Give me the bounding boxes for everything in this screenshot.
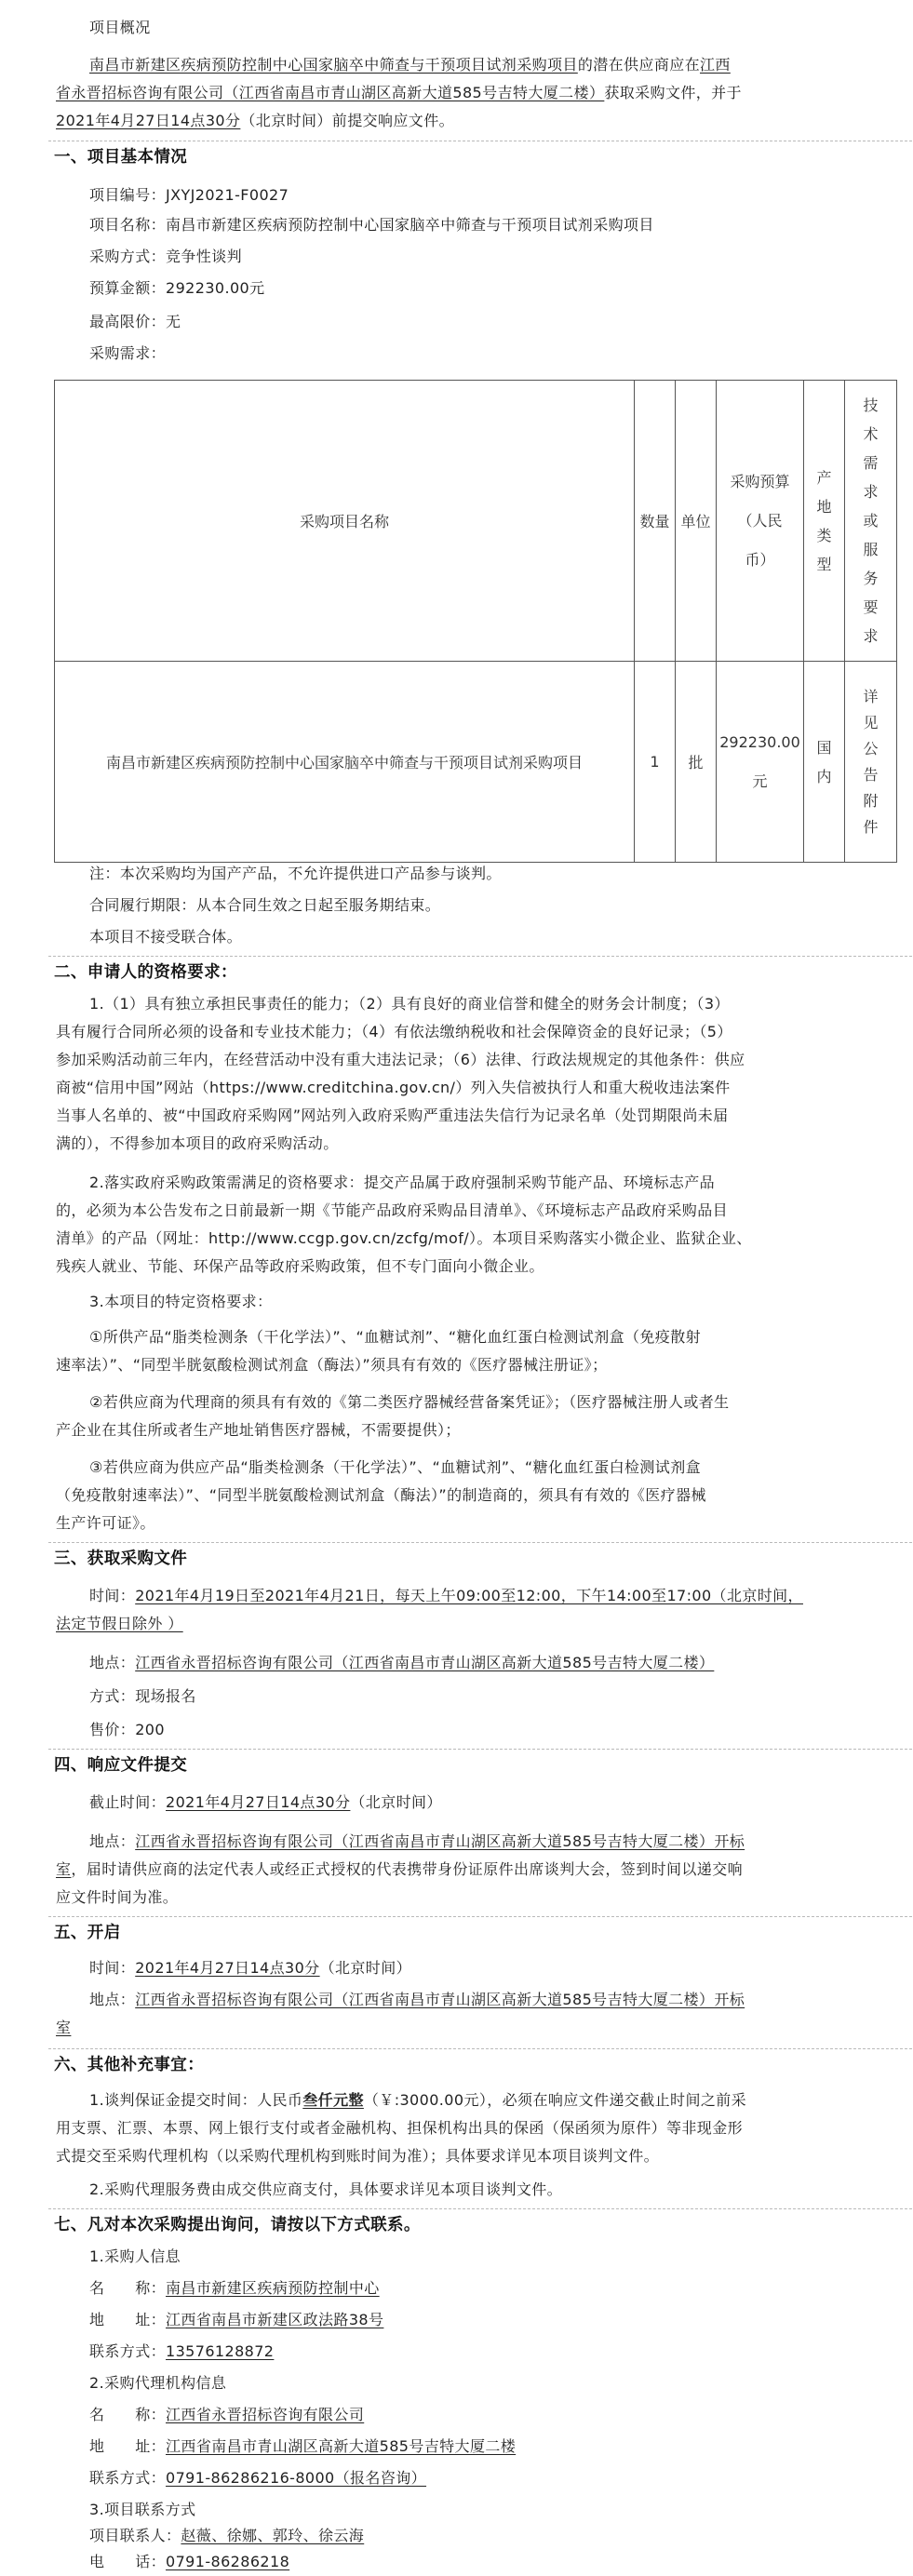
purchaser-name: 名 称：南昌市新建区疾病预防控制中心 [89, 2279, 380, 2297]
agency-name-value[interactable]: 江西省永晋招标咨询有限公司 [166, 2406, 365, 2423]
purchaser-address: 地 址：江西省南昌市新建区政法路38号 [89, 2311, 384, 2328]
cell-tech-requirements: 详见公告附件 [845, 662, 897, 863]
overview-project-name[interactable]: 南昌市新建区疾病预防控制中心国家脑卒中筛查与干预项目试剂采购项目 [89, 56, 578, 74]
section-4-heading: 四、响应文件提交 [54, 1756, 188, 1775]
section-divider [48, 1916, 912, 1917]
project-contact-phone: 电 话：0791-86286218 [89, 2553, 290, 2570]
section-3-heading: 三、获取采购文件 [54, 1550, 188, 1568]
special-requirement-1: 速率法）”、“同型半胱氨酸检测试剂盒（酶法）”须具有有效的《医疗器械注册证》； [56, 1356, 608, 1374]
purchaser-phone[interactable]: 13576128872 [166, 2342, 275, 2360]
qualification-2-line: 清单》的产品（网址：http://www.ccgp.gov.cn/zcfg/mof/）。本项目采购落实小微企业、监狱企业、 [56, 1229, 752, 1247]
section-divider [48, 956, 912, 957]
deposit-line: 用支票、汇票、本票、网上银行支付或者金融机构、担保机构出具的保函（保函须为原件）等非现金形 [56, 2119, 744, 2137]
overview-line-2: 省永晋招标咨询有限公司（江西省南昌市青山湖区高新大道585号吉特大厦二楼）获取采购文件，并于 [56, 84, 742, 101]
cell-quantity: 1 [635, 662, 676, 863]
overview-line-1: 南昌市新建区疾病预防控制中心国家脑卒中筛查与干预项目试剂采购项目的潜在供应商应在江西 [89, 56, 731, 74]
special-requirement-1: ①所供产品“脂类检测条（干化学法）”、“血糖试剂”、“糖化血红蛋白检测试剂盒（免疫散射 [89, 1328, 701, 1346]
purchaser-name-value[interactable]: 南昌市新建区疾病预防控制中心 [166, 2279, 380, 2297]
header-item-name: 采购项目名称 [55, 381, 635, 662]
agency-address-value[interactable]: 江西省南昌市青山湖区高新大道585号吉特大厦二楼 [166, 2437, 517, 2455]
submission-place-value-cont[interactable]: 室 [56, 1860, 72, 1878]
agency-info-title: 2.采购代理机构信息 [89, 2374, 227, 2392]
overview-agency[interactable]: 省永晋招标咨询有限公司（江西省南昌市青山湖区高新大道585号吉特大厦二楼） [56, 84, 605, 101]
header-quantity: 数量 [635, 381, 676, 662]
table-header-row [55, 381, 897, 662]
purchaser-contact: 联系方式：13576128872 [89, 2342, 275, 2360]
opening-place: 地点：江西省永晋招标咨询有限公司（江西省南昌市青山湖区高新大道585号吉特大厦二楼）开标 [89, 1991, 745, 2008]
header-tech-requirements: 技术需求或服务要求 [845, 381, 897, 662]
agency-fee-note: 2.采购代理服务费由成交供应商支付，具体要求详见本项目谈判文件。 [89, 2180, 563, 2198]
qualification-2-line: 的，必须为本公告发布之日前最新一期《节能产品政府采购品目清单》、《环境标志产品政府采购品目 [56, 1201, 729, 1219]
agency-contact: 联系方式：0791-86286216-8000（报名咨询） [89, 2469, 427, 2487]
obtain-time-value-cont[interactable]: 法定节假日除外 ） [56, 1615, 183, 1632]
submission-place-cont: 室，届时请供应商的法定代表人或经正式授权的代表携带身份证原件出席谈判大会，签到时间以递交响 [56, 1860, 744, 1878]
opening-time: 时间：2021年4月27日14点30分（北京时间） [89, 1959, 411, 1977]
note-no-consortium: 本项目不接受联合体。 [89, 928, 243, 946]
procurement-table [54, 380, 897, 863]
qualification-3-heading: 3.本项目的特定资格要求： [89, 1293, 273, 1310]
qualification-2-line: 残疾人就业、节能、环保产品等政府采购政策，但不专门面向小微企业。 [56, 1257, 544, 1275]
section-1-heading: 一、项目基本情况 [54, 148, 188, 167]
overview-deadline[interactable]: 2021年4月27日14点30分 [56, 112, 241, 129]
obtain-place: 地点：江西省永晋招标咨询有限公司（江西省南昌市青山湖区高新大道585号吉特大厦二楼） [89, 1654, 715, 1671]
opening-place-value[interactable]: 江西省永晋招标咨询有限公司（江西省南昌市青山湖区高新大道585号吉特大厦二楼）开标 [135, 1991, 745, 2008]
qualification-2-line: 2.落实政府采购政策需满足的资格要求：提交产品属于政府强制采购节能产品、环境标志产品 [89, 1174, 716, 1191]
max-price: 最高限价：无 [89, 313, 181, 330]
special-requirement-3: 生产许可证》。 [56, 1514, 155, 1532]
header-budget: 采购预算（人民币） [717, 381, 804, 662]
header-unit: 单位 [676, 381, 717, 662]
document-price: 售价：200 [89, 1721, 165, 1738]
overview-agency-start[interactable]: 江西 [700, 56, 731, 74]
requirements-label: 采购需求： [89, 344, 167, 362]
purchaser-address-value[interactable]: 江西省南昌市新建区政法路38号 [166, 2311, 384, 2328]
table-row [55, 662, 897, 863]
obtain-method: 方式：现场报名 [89, 1687, 196, 1705]
opening-place-value-cont[interactable]: 室 [56, 2019, 72, 2036]
section-7-heading: 七、凡对本次采购提出询问，请按以下方式联系。 [54, 2216, 421, 2234]
section-divider [48, 1542, 912, 1543]
cell-item-name: 南昌市新建区疾病预防控制中心国家脑卒中筛查与干预项目试剂采购项目 [55, 662, 635, 863]
header-origin: 产地类型 [804, 381, 845, 662]
section-divider [48, 2208, 912, 2209]
submission-place-note: 应文件时间为准。 [56, 1888, 179, 1906]
cell-origin: 国内 [804, 662, 845, 863]
qualification-1-line: 满的），不得参加本项目的政府采购活动。 [56, 1134, 339, 1152]
project-phone[interactable]: 0791-86286218 [166, 2553, 290, 2570]
section-2-heading: 二、申请人的资格要求： [54, 963, 237, 982]
agency-phone[interactable]: 0791-86286216-8000（报名咨询） [166, 2469, 427, 2487]
overview-line-3: 2021年4月27日14点30分（北京时间）前提交响应文件。 [56, 112, 454, 129]
section-divider [48, 2048, 912, 2049]
project-code: 项目编号：JXYJ2021-F0027 [89, 186, 289, 204]
submission-place: 地点：江西省永晋招标咨询有限公司（江西省南昌市青山湖区高新大道585号吉特大厦二楼）开标 [89, 1832, 745, 1850]
section-5-heading: 五、开启 [54, 1924, 121, 1942]
agency-address: 地 址：江西省南昌市青山湖区高新大道585号吉特大厦二楼 [89, 2437, 517, 2455]
note-contract-period: 合同履行期限：从本合同生效之日起至服务期结束。 [89, 896, 441, 914]
submission-place-value[interactable]: 江西省永晋招标咨询有限公司（江西省南昌市青山湖区高新大道585号吉特大厦二楼）开标 [135, 1832, 745, 1850]
project-contact-person: 项目联系人：赵薇、徐娜、郭玲、徐云海 [89, 2527, 365, 2544]
deposit-amount: 叁仟元整 [302, 2091, 364, 2109]
project-contact-names[interactable]: 赵薇、徐娜、郭玲、徐云海 [181, 2527, 365, 2544]
note-domestic-only: 注：本次采购均为国产产品，不允许提供进口产品参与谈判。 [89, 865, 502, 882]
submission-deadline-value[interactable]: 2021年4月27日14点30分 [166, 1793, 351, 1811]
procurement-method: 采购方式：竞争性谈判 [89, 248, 243, 265]
agency-name: 名 称：江西省永晋招标咨询有限公司 [89, 2406, 365, 2423]
special-requirement-2: 产企业在其住所或者生产地址销售医疗器械，不需要提供）； [56, 1421, 461, 1439]
special-requirement-3: （免疫散射速率法）”、“同型半胱氨酸检测试剂盒（酶法）”的制造商的，须具有有效的《医疗器械 [56, 1486, 706, 1504]
cell-budget: 292230.00元 [717, 662, 804, 863]
qualification-1-line: 参加采购活动前三年内，在经营活动中没有重大违法记录；（6）法律、行政法规规定的其他条件：供应 [56, 1051, 745, 1068]
qualification-1-line: 当事人名单的、被“中国政府采购网”网站列入政府采购严重违法失信行为记录名单（处罚期限尚未届 [56, 1107, 729, 1124]
section-6-heading: 六、其他补充事宜： [54, 2056, 205, 2074]
project-name: 项目名称：南昌市新建区疾病预防控制中心国家脑卒中筛查与干预项目试剂采购项目 [89, 216, 654, 234]
submission-deadline: 截止时间：2021年4月27日14点30分（北京时间） [89, 1793, 442, 1811]
section-divider [48, 1749, 912, 1750]
obtain-place-value[interactable]: 江西省永晋招标咨询有限公司（江西省南昌市青山湖区高新大道585号吉特大厦二楼） [135, 1654, 715, 1671]
obtain-time-value[interactable]: 2021年4月19日至2021年4月21日，每天上午09:00至12:00，下午14:00至17:00（北京时间， [135, 1587, 803, 1604]
qualification-1-line: 1.（1）具有独立承担民事责任的能力；（2）具有良好的商业信誉和健全的财务会计制度；（3） [89, 995, 730, 1013]
obtain-time: 时间：2021年4月19日至2021年4月21日，每天上午09:00至12:00，下午14:00至17:00（北京时间， [89, 1587, 803, 1604]
budget-amount: 预算金额：292230.00元 [89, 279, 265, 297]
cell-unit: 批 [676, 662, 717, 863]
deposit-line: 1.谈判保证金提交时间：人民币叁仟元整（￥:3000.00元），必须在响应文件递交截止时间之前采 [89, 2091, 747, 2109]
deposit-line: 式提交至采购代理机构（以采购代理机构到账时间为准）；具体要求详见本项目谈判文件。 [56, 2147, 660, 2165]
purchaser-info-title: 1.采购人信息 [89, 2247, 181, 2265]
opening-time-value[interactable]: 2021年4月27日14点30分 [135, 1959, 320, 1977]
qualification-1-line: 具有履行合同所必须的设备和专业技术能力；（4）有依法缴纳税收和社会保障资金的良好记录；（5） [56, 1023, 732, 1040]
project-contact-title: 3.项目联系方式 [89, 2501, 196, 2518]
overview-heading: 项目概况 [89, 19, 151, 36]
qualification-1-line: 商被“信用中国”网站（https://www.creditchina.gov.cn/）列入失信被执行人和重大税收违法案件 [56, 1079, 731, 1096]
special-requirement-3: ③若供应商为供应产品“脂类检测条（干化学法）”、“血糖试剂”、“糖化血红蛋白检测试剂盒 [89, 1458, 701, 1476]
special-requirement-2: ②若供应商为代理商的须具有有效的《第二类医疗器械经营备案凭证》；（医疗器械注册人或者生 [89, 1393, 730, 1411]
